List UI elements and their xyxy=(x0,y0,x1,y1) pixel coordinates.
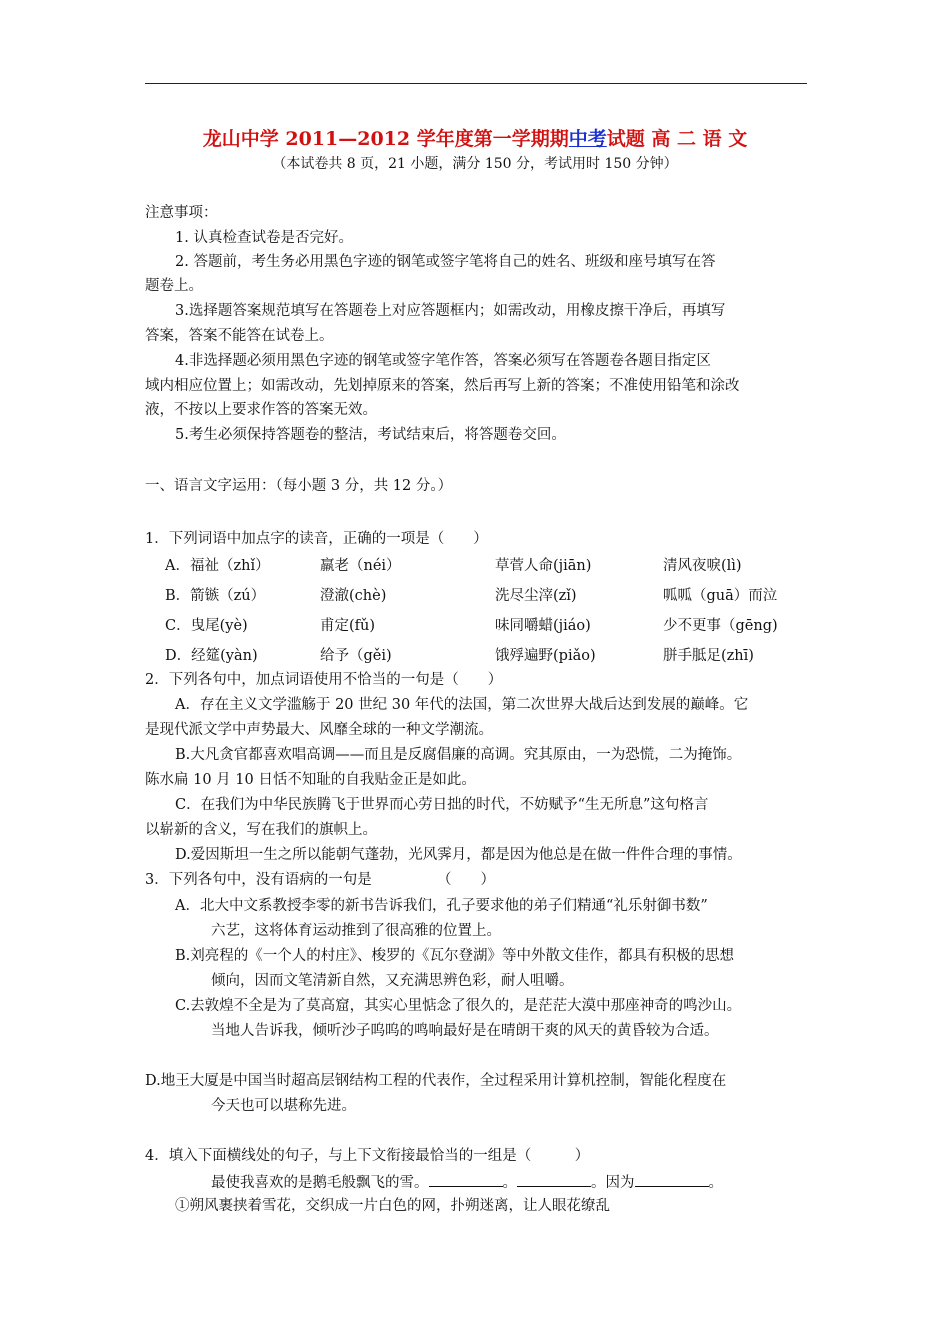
fill-blank[interactable] xyxy=(635,1172,709,1187)
notice-item: 液，不按以上要求作答的答案无效。 xyxy=(145,402,377,418)
question-1-stem: 1．下列词语中加点字的读音，正确的一项是（ ） xyxy=(145,531,488,547)
q2-line: C．在我们为中华民族腾飞于世界而心劳日拙的时代，不妨赋予“生无所息”这句格言 xyxy=(175,797,709,813)
section-heading: 一、语言文字运用：（每小题 3 分，共 12 分。） xyxy=(145,478,453,494)
q2-line: 陈水扁 10 月 10 日恬不知耻的自我贴金正是如此。 xyxy=(145,772,476,788)
notice-item: 答案，答案不能答在试卷上。 xyxy=(145,328,334,344)
notice-item: 域内相应位置上；如需改动，先划掉原来的答案，然后再写上新的答案；不准使用铅笔和涂改 xyxy=(145,378,740,394)
q1-option: 羸老（néi） xyxy=(320,558,401,574)
fill-blank[interactable] xyxy=(429,1172,503,1187)
q3-line: B.刘亮程的《一个人的村庄》、梭罗的《瓦尔登湖》等中外散文佳作，都具有积极的思想 xyxy=(175,948,735,964)
q1-option: 给予（gěi) xyxy=(320,648,392,664)
title-link[interactable]: 中考 xyxy=(568,128,607,150)
q1-option: 味同嚼蜡(jiáo) xyxy=(495,618,591,634)
q4-lead-line xyxy=(211,1172,723,1192)
top-rule xyxy=(145,83,807,84)
q1-option: 少不更事（gēng) xyxy=(663,618,778,634)
q1-option: 胼手胝足(zhī) xyxy=(663,648,754,664)
question-3-stem: 3．下列各句中，没有语病的一句是 （ ） xyxy=(145,872,495,888)
q1-option: D．经筵(yàn) xyxy=(165,648,258,664)
q1-option: 清风夜唳(lì) xyxy=(663,558,742,574)
notice-item: 3.选择题答案规范填写在答题卷上对应答题框内；如需改动，用橡皮擦干净后，再填写 xyxy=(175,303,726,319)
q1-option: B．箭镞（zú） xyxy=(165,588,266,604)
fill-blank[interactable] xyxy=(517,1172,591,1187)
q4-lead: 最使我喜欢的是鹅毛般飘飞的雪。 xyxy=(211,1175,429,1191)
q1-option: C．曳尾(yè) xyxy=(165,618,248,634)
q1-option: 甫定(fǔ) xyxy=(320,618,376,634)
notice-item: 4.非选择题必须用黑色字迹的钢笔或签字笔作答，答案必须写在答题卷各题目指定区 xyxy=(175,353,711,369)
q3-line: D.地王大厦是中国当时超高层钢结构工程的代表作，全过程采用计算机控制，智能化程度在 xyxy=(145,1073,727,1089)
notice-heading: 注意事项： xyxy=(145,205,218,221)
title-prefix: 龙山中学 2011—2012 学年度第一学期期 xyxy=(202,128,569,150)
q3-line: 倾向，因而文笔清新自然，又充满思辨色彩，耐人咀嚼。 xyxy=(211,973,574,989)
q1-option: 洗尽尘滓(zǐ) xyxy=(495,588,577,604)
q1-option: 草菅人命(jiān) xyxy=(495,558,592,574)
q1-option: 呱呱（guā）而泣 xyxy=(663,588,778,604)
q4-sep: 。 xyxy=(502,1175,517,1191)
q3-line: 六艺，这将体育运动推到了很高雅的位置上。 xyxy=(211,923,501,939)
page-subtitle: （本试卷共 8 页，21 小题，满分 150 分，考试用时 150 分钟） xyxy=(272,156,678,172)
notice-item: 5.考生必须保持答题卷的整洁，考试结束后，将答题卷交回。 xyxy=(175,427,566,443)
notice-item: 2. 答题前，考生务必用黑色字迹的钢笔或签字笔将自己的姓名、班级和座号填写在答 xyxy=(175,254,716,270)
notice-item: 题卷上。 xyxy=(145,278,203,294)
q2-line: A．存在主义文学滥觞于 20 世纪 30 年代的法国，第二次世界大战后达到发展的巅峰。它 xyxy=(175,697,749,713)
q2-line: B.大凡贪官都喜欢唱高调——而且是反腐倡廉的高调。究其原由，一为恐慌，二为掩饰。 xyxy=(175,747,742,763)
title-suffix: 试题 高 二 语 文 xyxy=(606,128,748,150)
q3-line: A．北大中文系教授李零的新书告诉我们，孔子要求他的弟子们精通“礼乐射御书数” xyxy=(175,898,708,914)
q4-item: ①朔风裹挟着雪花，交织成一片白色的网，扑朔迷离，让人眼花缭乱 xyxy=(175,1198,610,1214)
q3-line: C.去敦煌不全是为了莫高窟，其实心里惦念了很久的，是茫茫大漠中那座神奇的鸣沙山。 xyxy=(175,998,742,1014)
q2-line: 是现代派文学中声势最大、风靡全球的一种文学潮流。 xyxy=(145,722,493,738)
q3-line: 今天也可以堪称先进。 xyxy=(211,1098,356,1114)
q1-option: 饿殍遍野(piǎo) xyxy=(495,648,596,664)
page-title xyxy=(0,124,950,151)
q4-sep: 。 xyxy=(708,1175,723,1191)
q1-option: A．福祉（zhǐ） xyxy=(165,558,270,574)
q1-option: 澄澈(chè) xyxy=(320,588,387,604)
q2-line: 以崭新的含义，写在我们的旗帜上。 xyxy=(145,822,377,838)
question-4-stem: 4．填入下面横线处的句子，与上下文衔接最恰当的一组是（ ） xyxy=(145,1148,590,1164)
notice-item: 1. 认真检查试卷是否完好。 xyxy=(175,230,353,246)
q4-sep: 。因为 xyxy=(591,1175,635,1191)
q2-line: D.爱因斯坦一生之所以能朝气蓬勃，光风霁月，都是因为他总是在做一件件合理的事情。 xyxy=(175,847,742,863)
question-2-stem: 2．下列各句中，加点词语使用不恰当的一句是（ ） xyxy=(145,672,503,688)
q3-line: 当地人告诉我，倾听沙子呜呜的鸣响最好是在晴朗干爽的风天的黄昏较为合适。 xyxy=(211,1023,719,1039)
